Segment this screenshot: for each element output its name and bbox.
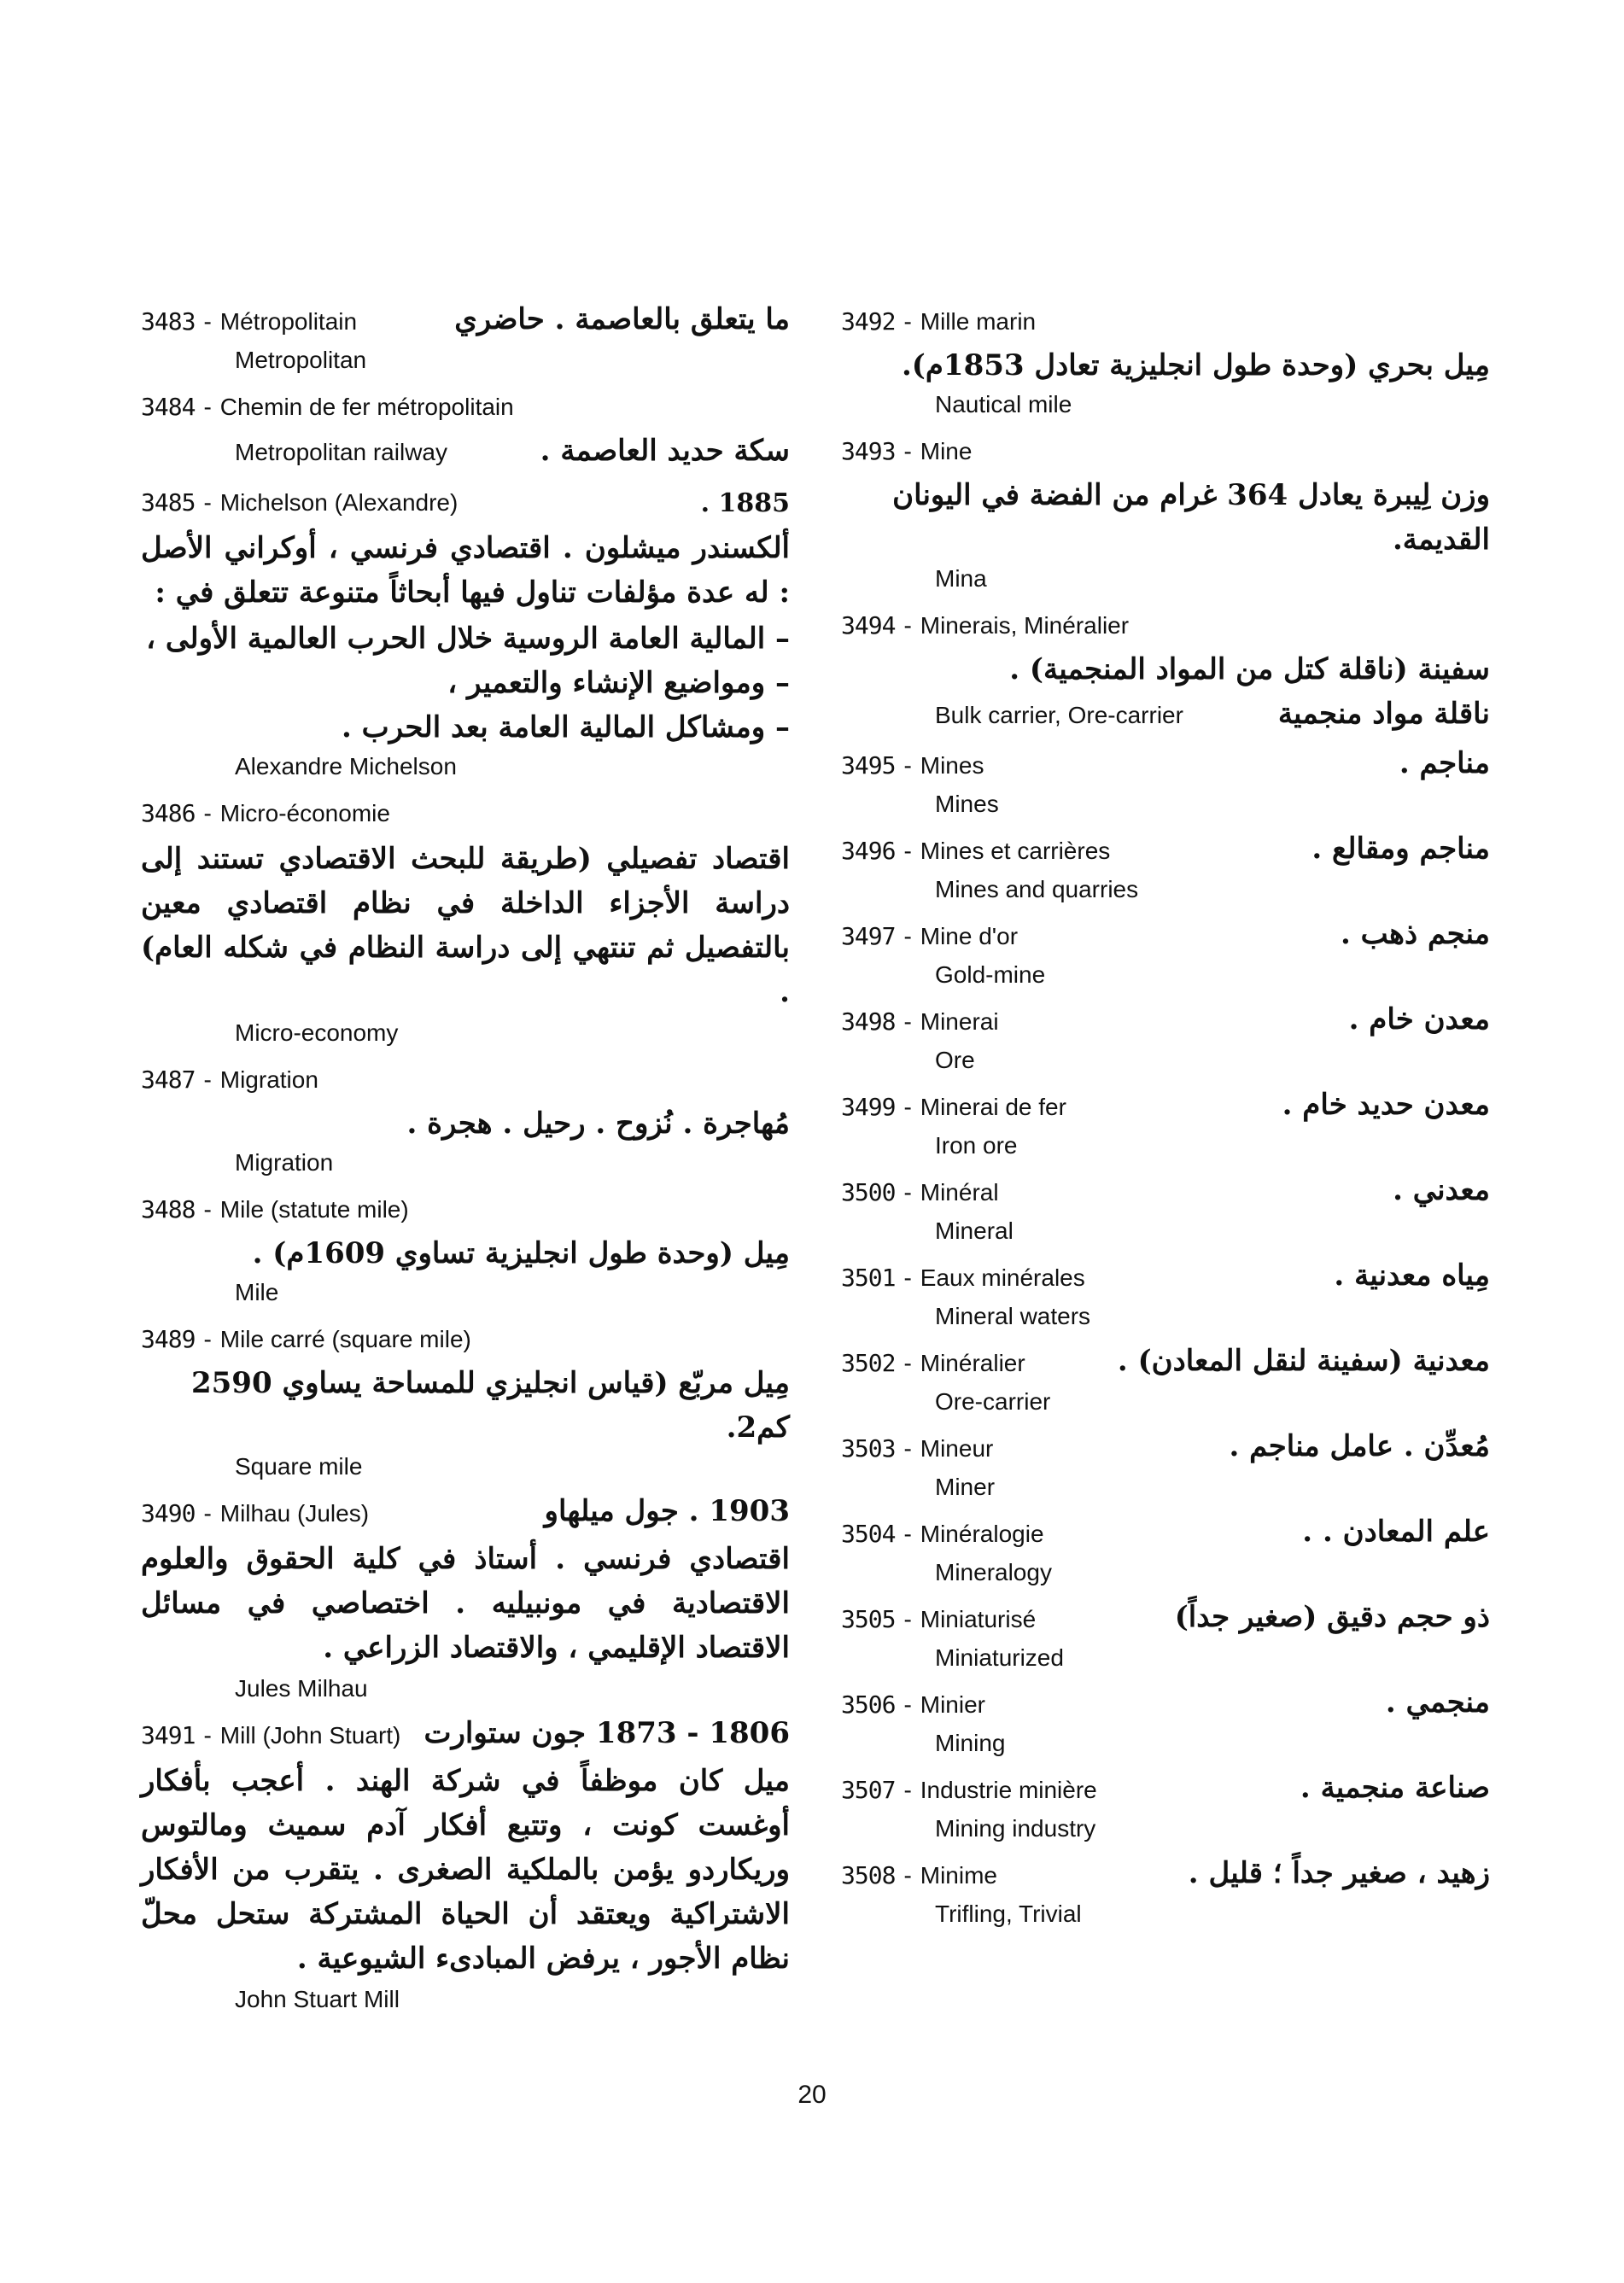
entry-english-term: Miner (935, 1474, 996, 1500)
entry-french-term: Minéral (920, 1179, 999, 1206)
entry-number: 3502 (841, 1349, 896, 1377)
entry-arabic-bullet: – ومواضيع الإنشاء والتعمير ، (447, 666, 790, 700)
entry-3484: 3484 - Chemin de fer métropolitain Metropolitan railway سكة حديد العاصمة . (141, 393, 790, 473)
entry-number: 3503 (841, 1434, 896, 1463)
entry-number: 3505 (841, 1605, 896, 1633)
entry-3498: 3498 - Minerai معدن خام . Ore (841, 1007, 1490, 1077)
entry-english-term: Iron ore (935, 1132, 1018, 1159)
entry-english-term: Trifling, Trivial (935, 1901, 1082, 1927)
entry-french-term: Mine (920, 438, 973, 464)
entry-arabic-bullet: – ومشاكل المالية العامة بعد الحرب . (341, 710, 790, 744)
entry-arabic-term: مناجم . (1399, 746, 1490, 780)
entry-french-term: Mile (statute mile) (219, 1196, 409, 1223)
entry-3496: 3496 - Mines et carrières مناجم ومقالع . Mines and quarries (841, 837, 1490, 907)
entry-arabic-term: سفينة (ناقلة كتل من المواد المنجمية) . (1009, 652, 1490, 686)
entry-french-term: Migration (219, 1066, 318, 1093)
entry-3506: 3506 - Minier منجمي . Mining (841, 1690, 1490, 1760)
entry-number: 3507 (841, 1776, 896, 1804)
entry-english-term: Mines and quarries (935, 876, 1139, 902)
entry-3497: 3497 - Mine d'or منجم ذهب . Gold-mine (841, 922, 1490, 992)
entry-arabic-term: مِيل مربّع (قياس انجليزي للمساحة يساوي 2590 كم2. (190, 1366, 790, 1445)
entry-arabic-term: ذو حجم دقيق (صغير جداً) (1174, 1600, 1490, 1634)
entry-number: 3484 (141, 393, 196, 421)
entry-english-term: Bulk carrier, Ore-carrier (935, 702, 1183, 728)
entry-number: 3492 (841, 307, 896, 336)
entry-arabic-year: 1885 . (700, 488, 790, 518)
entry-number: 3485 (141, 488, 196, 517)
entry-number: 3496 (841, 837, 896, 865)
entry-french-term: Milhau (Jules) (219, 1500, 370, 1527)
entry-arabic-definition: اقتصاد تفصيلي (طريقة للبحث الاقتصادي تستند إلى دراسة الأجزاء الداخلة في نظام اقتصادي معين بالتفصيل ثم تنتهي إلى دراسة النظام في شكله العام) . (141, 842, 790, 1009)
entry-arabic-term: مُعدِّن . عامل مناجم . (1229, 1429, 1490, 1463)
entry-arabic-term: علم المعادن . . (1302, 1515, 1490, 1549)
entry-arabic-definition: ألكسندر ميشلون . اقتصادي فرنسي ، أوكراني الأصل : له عدة مؤلفات تناول فيها أبحاثاً متنوعة تتعلق في : (141, 531, 790, 610)
entry-number: 3499 (841, 1093, 896, 1121)
entry-3505: 3505 - Miniaturisé ذو حجم دقيق (صغير جداً) Miniaturized (841, 1605, 1490, 1675)
entry-arabic-term: صناعة منجمية . (1300, 1771, 1490, 1805)
entry-english-term: Mina (935, 565, 987, 592)
entry-number: 3491 (141, 1721, 196, 1749)
entry-arabic-bullet: – المالية العامة الروسية خلال الحرب العالمية الأولى ، (146, 622, 790, 656)
entry-number: 3497 (841, 922, 896, 950)
entry-number: 3488 (141, 1195, 196, 1223)
entry-arabic-term: 1903 . جول ميلهاو (544, 1494, 790, 1528)
entry-number: 3495 (841, 751, 896, 779)
entry-number: 3486 (141, 799, 196, 827)
left-column (141, 302, 790, 2032)
entry-french-term: Chemin de fer métropolitain (219, 394, 514, 420)
entry-arabic-definition: ميل كان موظفاً في شركة الهند . أعجب بأفكار أوغست كونت ، وتتبع أفكار آدم سميث ومالتوس وريكاردو يؤمن بالملكية الصغرى . يتقرب من الأفكار الاشتراكية ويعتقد أن الحياة المشتركة ستحل محلّ نظام الأجور ، يرفض المبادىء الشيوعية . (141, 1764, 790, 1976)
entry-arabic-term: ما يتعلق بالعاصمة . حاضري (454, 302, 790, 336)
entry-3490: 3490 - Milhau (Jules) 1903 . جول ميلهاو اقتصادي فرنسي . أستاذ في كلية الحقوق والعلوم الاقتصادية في مونبيليه . اختصاصي في مسائل الاقتصاد الإقليمي ، والاقتصاد الزراعي . Jules Milhau (141, 1499, 790, 1706)
entry-3492: 3492 - Mille marin مِيل بحري (وحدة طول انجليزية تعادل 1853م). Nautical mile (841, 307, 1490, 422)
entry-3507: 3507 - Industrie minière صناعة منجمية . Mining industry (841, 1776, 1490, 1846)
right-column (841, 307, 1490, 1947)
entry-french-term: Industrie minière (920, 1777, 1097, 1803)
entry-3503: 3503 - Mineur مُعدِّن . عامل مناجم . Miner (841, 1434, 1490, 1504)
entry-number: 3498 (841, 1007, 896, 1036)
entry-3501: 3501 - Eaux minérales مِياه معدنية . Mineral waters (841, 1264, 1490, 1334)
entry-arabic-term: معدنية (سفينة لنقل المعادن) . (1117, 1344, 1490, 1378)
entry-french-term: Minéralogie (920, 1521, 1044, 1547)
entry-3488: 3488 - Mile (statute mile) مِيل (وحدة طول انجليزية تساوي 1609م) . Mile (141, 1195, 790, 1310)
entry-english-term: Mines (935, 791, 999, 817)
entry-3489: 3489 - Mile carré (square mile) مِيل مربّع (قياس انجليزي للمساحة يساوي 2590 كم2. Square mile (141, 1325, 790, 1484)
page-number: 20 (797, 2081, 827, 2109)
entry-english-term: Migration (235, 1149, 334, 1176)
entry-french-term: Minerai de fer (920, 1094, 1066, 1120)
entry-english-term: Mineral waters (935, 1303, 1091, 1329)
entry-number: 3504 (841, 1520, 896, 1548)
entry-3504: 3504 - Minéralogie علم المعادن . . Mineralogy (841, 1520, 1490, 1590)
entry-english-term: John Stuart Mill (235, 1986, 400, 2012)
entry-french-term: Mile carré (square mile) (219, 1326, 471, 1352)
entry-number: 3493 (841, 437, 896, 465)
entry-french-term: Michelson (Alexandre) (219, 489, 459, 516)
entry-french-term: Minier (920, 1691, 985, 1718)
entry-number: 3494 (841, 611, 896, 639)
entry-french-term: Mine d'or (920, 923, 1019, 949)
entry-arabic-term: منجم ذهب . (1340, 917, 1490, 951)
entry-french-term: Minime (920, 1862, 997, 1889)
entry-3499: 3499 - Minerai de fer معدن حديد خام . Iron ore (841, 1093, 1490, 1163)
entry-english-term: Metropolitan (235, 347, 367, 373)
entry-3502: 3502 - Minéralier معدنية (سفينة لنقل المعادن) . Ore-carrier (841, 1349, 1490, 1419)
entry-arabic-term: معدن خام . (1348, 1002, 1490, 1036)
entry-english-term: Ore (935, 1047, 975, 1073)
entry-english-term: Alexandre Michelson (235, 753, 457, 779)
entry-number: 3487 (141, 1066, 196, 1094)
entry-number: 3506 (841, 1690, 896, 1719)
entry-french-term: Métropolitain (219, 308, 358, 335)
entry-french-term: Mineur (920, 1435, 994, 1462)
entry-arabic-term: منجمي . (1385, 1685, 1490, 1720)
entry-english-term: Miniaturized (935, 1644, 1064, 1671)
entry-arabic-term: 1806 - 1873 جون ستوارت (424, 1716, 790, 1750)
entry-french-term: Mille marin (920, 308, 1037, 335)
entry-english-term: Jules Milhau (235, 1675, 368, 1702)
entry-english-term: Square mile (235, 1453, 363, 1480)
entry-arabic-term: زهيد ، صغير جداً ؛ قليل . (1188, 1856, 1490, 1890)
entry-number: 3501 (841, 1264, 896, 1292)
entry-english-term: Mineralogy (935, 1559, 1052, 1585)
entry-english-term: Gold-mine (935, 961, 1046, 988)
entry-french-term: Mill (John Stuart) (219, 1722, 401, 1749)
entry-3485: 3485 - Michelson (Alexandre) 1885 . ألكسندر ميشلون . اقتصادي فرنسي ، أوكراني الأصل : له عدة مؤلفات تناول فيها أبحاثاً متنوعة تتعلق في : – المالية العامة الروسية خلال الحرب العالمية الأولى ، – ومواضيع الإنشاء والتعمير ، – ومشاكل المالية العامة بعد الحرب . Alexandre Michelson (141, 488, 790, 784)
entry-french-term: Mines et carrières (920, 838, 1111, 864)
entry-english-term: Metropolitan railway (235, 439, 447, 465)
entry-number: 3508 (841, 1861, 896, 1889)
entry-3500: 3500 - Minéral معدني . Mineral (841, 1178, 1490, 1248)
entry-french-term: Micro-économie (219, 800, 390, 826)
entry-french-term: Eaux minérales (920, 1264, 1085, 1291)
entry-french-term: Miniaturisé (920, 1606, 1037, 1632)
entry-3483: 3483 - Métropolitain ما يتعلق بالعاصمة . حاضري Metropolitan (141, 307, 790, 377)
entry-number: 3500 (841, 1178, 896, 1206)
entry-french-term: Mines (920, 752, 984, 779)
entry-arabic-term: وزن لِيبرة يعادل 364 غرام من الفضة في اليونان القديمة. (892, 478, 1490, 557)
entry-french-term: Minerais, Minéralier (920, 612, 1130, 639)
entry-3487: 3487 - Migration مُهاجرة . نُزوح . رحيل . هجرة . Migration (141, 1066, 790, 1180)
entry-english-term: Mining (935, 1730, 1006, 1756)
entry-arabic-definition: اقتصادي فرنسي . أستاذ في كلية الحقوق والعلوم الاقتصادية في مونبيليه . اختصاصي في مسائل الاقتصاد الإقليمي ، والاقتصاد الزراعي . (141, 1542, 790, 1665)
entry-english-term: Mining industry (935, 1815, 1096, 1842)
entry-arabic-term: مِيل (وحدة طول انجليزية تساوي 1609م) . (252, 1236, 790, 1270)
entry-english-term: Mile (235, 1279, 279, 1305)
entry-arabic-term: مناجم ومقالع . (1311, 832, 1490, 866)
entry-arabic-term-alt: ناقلة مواد منجمية (1277, 697, 1490, 731)
entry-arabic-term: مِيل بحري (وحدة طول انجليزية تعادل 1853م). (901, 348, 1490, 382)
entry-english-term: Mineral (935, 1217, 1014, 1244)
entry-3486: 3486 - Micro-économie اقتصاد تفصيلي (طريقة للبحث الاقتصادي تستند إلى دراسة الأجزاء الداخلة في نظام اقتصادي معين بالتفصيل ثم تنتهي إلى دراسة النظام في شكله العام) . Micro-economy (141, 799, 790, 1050)
entry-number: 3483 (141, 307, 196, 336)
entry-3493: 3493 - Mine وزن لِيبرة يعادل 364 غرام من الفضة في اليونان القديمة. Mina (841, 437, 1490, 596)
entry-arabic-term: معدني . (1393, 1173, 1490, 1207)
entry-english-term: Ore-carrier (935, 1388, 1051, 1415)
entry-french-term: Minéralier (920, 1350, 1025, 1376)
entry-french-term: Minerai (920, 1008, 999, 1035)
entry-arabic-term: مِياه معدنية . (1334, 1258, 1490, 1293)
entry-arabic-term: سكة حديد العاصمة . (540, 434, 790, 468)
entry-3508: 3508 - Minime زهيد ، صغير جداً ؛ قليل . Trifling, Trivial (841, 1861, 1490, 1931)
entry-number: 3490 (141, 1499, 196, 1527)
entry-3494: 3494 - Minerais, Minéralier سفينة (ناقلة كتل من المواد المنجمية) . Bulk carrier, Ore-carrier ناقلة مواد منجمية (841, 611, 1490, 736)
entry-arabic-term: معدن حديد خام . (1282, 1088, 1490, 1122)
entry-3495: 3495 - Mines مناجم . Mines (841, 751, 1490, 821)
entry-arabic-term: مُهاجرة . نُزوح . رحيل . هجرة . (406, 1106, 790, 1141)
entry-3491: 3491 - Mill (John Stuart) 1806 - 1873 جون ستوارت ميل كان موظفاً في شركة الهند . أعجب بأفكار أوغست كونت ، وتتبع أفكار آدم سميث ومالتوس وريكاردو يؤمن بالملكية الصغرى . يتقرب من الأفكار الاشتراكية ويعتقد أن الحياة المشتركة ستحل محلّ نظام الأجور ، يرفض المبادىء الشيوعية . John Stuart Mill (141, 1721, 790, 2017)
entry-number: 3489 (141, 1325, 196, 1353)
entry-english-term: Micro-economy (235, 1019, 399, 1046)
entry-english-term: Nautical mile (935, 391, 1072, 417)
